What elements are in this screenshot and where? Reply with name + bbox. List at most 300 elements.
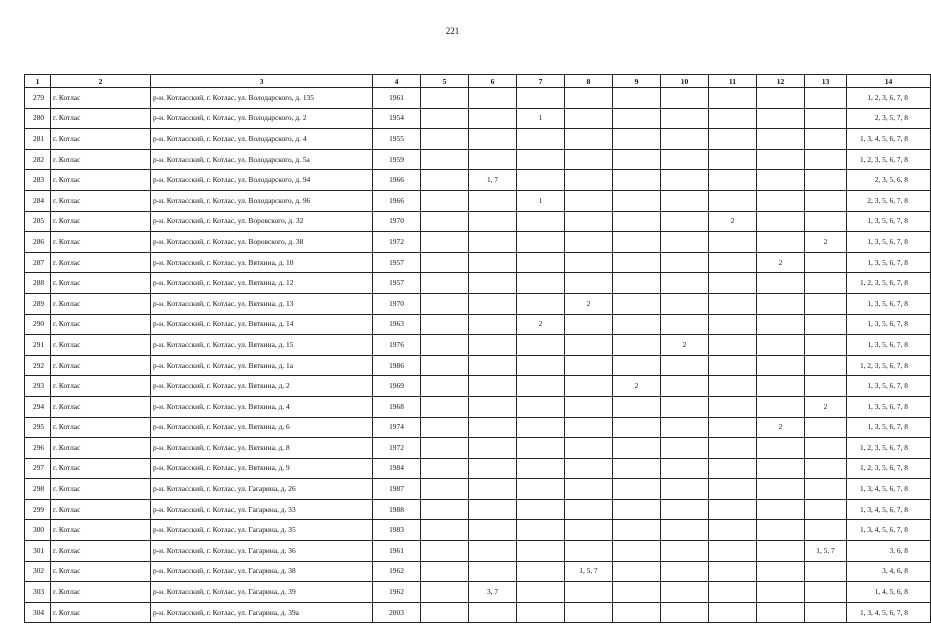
- cell-col-10: [661, 438, 709, 459]
- table-row: [25, 458, 931, 479]
- column-header-1: 1: [25, 75, 51, 88]
- cell-locality: г. Котлас: [51, 479, 151, 500]
- cell-col-12: [757, 149, 805, 170]
- cell-col-11: [709, 293, 757, 314]
- cell-col-10: [661, 273, 709, 294]
- cell-col-10: [661, 293, 709, 314]
- cell-col-11: [709, 149, 757, 170]
- cell-year: 1987: [373, 479, 421, 500]
- cell-row-number: 284: [25, 190, 51, 211]
- cell-col-13: [805, 520, 847, 541]
- cell-col-6: [469, 273, 517, 294]
- cell-col-11: [709, 170, 757, 191]
- cell-year: 1970: [373, 293, 421, 314]
- cell-row-number: 294: [25, 396, 51, 417]
- cell-col-9: [613, 438, 661, 459]
- cell-col-7: [517, 273, 565, 294]
- cell-col-5: [421, 252, 469, 273]
- cell-col-14: 1, 3, 5, 6, 7, 8: [847, 232, 931, 253]
- cell-col-13: [805, 293, 847, 314]
- cell-address: р-н. Котласский, г. Котлас, ул. Володарского, д. 4: [151, 129, 373, 150]
- cell-col-12: [757, 396, 805, 417]
- cell-col-13: [805, 561, 847, 582]
- cell-col-5: [421, 88, 469, 109]
- cell-col-12: [757, 376, 805, 397]
- cell-col-14: 1, 2, 3, 5, 6, 7, 8: [847, 355, 931, 376]
- cell-address: р-н. Котласский, г. Котлас, ул. Гагарина, д. 39: [151, 582, 373, 603]
- cell-col-14: 1, 3, 5, 6, 7, 8: [847, 417, 931, 438]
- table-row: [25, 376, 931, 397]
- cell-col-14: 1, 3, 5, 6, 7, 8: [847, 314, 931, 335]
- cell-col-7: [517, 376, 565, 397]
- cell-col-5: [421, 232, 469, 253]
- cell-col-12: [757, 438, 805, 459]
- cell-col-8: [565, 252, 613, 273]
- cell-col-12: [757, 129, 805, 150]
- cell-col-5: [421, 438, 469, 459]
- cell-col-14: 1, 3, 5, 6, 7, 8: [847, 396, 931, 417]
- cell-col-11: [709, 499, 757, 520]
- cell-col-9: [613, 479, 661, 500]
- cell-col-6: [469, 396, 517, 417]
- cell-col-7: [517, 438, 565, 459]
- cell-col-8: [565, 355, 613, 376]
- cell-col-14: 3, 4, 6, 8: [847, 561, 931, 582]
- cell-col-6: [469, 88, 517, 109]
- cell-col-6: [469, 376, 517, 397]
- cell-col-8: [565, 582, 613, 603]
- table-row: [25, 314, 931, 335]
- cell-col-12: [757, 479, 805, 500]
- cell-col-6: [469, 438, 517, 459]
- cell-col-10: [661, 479, 709, 500]
- column-header-7: 7: [517, 75, 565, 88]
- cell-col-14: 1, 3, 5, 6, 7, 8: [847, 335, 931, 356]
- cell-col-7: [517, 396, 565, 417]
- cell-col-11: [709, 190, 757, 211]
- cell-row-number: 279: [25, 88, 51, 109]
- cell-col-12: [757, 88, 805, 109]
- cell-locality: г. Котлас: [51, 499, 151, 520]
- cell-year: 1962: [373, 561, 421, 582]
- cell-address: р-н. Котласский, г. Котлас, ул. Вяткина, д. 2: [151, 376, 373, 397]
- cell-address: р-н. Котласский, г. Котлас, ул. Вяткина, д. 1а: [151, 355, 373, 376]
- cell-address: р-н. Котласский, г. Котлас, ул. Володарского, д. 96: [151, 190, 373, 211]
- cell-address: р-н. Котласский, г. Котлас, ул. Володарского, д. 2: [151, 108, 373, 129]
- table-row: [25, 499, 931, 520]
- cell-address: р-н. Котласский, г. Котлас, ул. Вяткина, д. 12: [151, 273, 373, 294]
- cell-col-8: [565, 335, 613, 356]
- cell-col-14: 1, 2, 3, 6, 7, 8: [847, 88, 931, 109]
- cell-col-11: [709, 479, 757, 500]
- cell-col-13: 2: [805, 232, 847, 253]
- table-row: [25, 602, 931, 623]
- cell-year: 1983: [373, 520, 421, 541]
- cell-col-11: [709, 376, 757, 397]
- cell-col-11: [709, 355, 757, 376]
- cell-row-number: 297: [25, 458, 51, 479]
- cell-address: р-н. Котласский, г. Котлас, ул. Вяткина, д. 13: [151, 293, 373, 314]
- cell-col-7: 1: [517, 108, 565, 129]
- cell-year: 1961: [373, 541, 421, 562]
- cell-col-6: [469, 561, 517, 582]
- cell-col-12: [757, 170, 805, 191]
- column-header-11: 11: [709, 75, 757, 88]
- cell-address: р-н. Котласский, г. Котлас, ул. Вяткина, д. 15: [151, 335, 373, 356]
- cell-col-14: 1, 3, 4, 5, 6, 7, 8: [847, 479, 931, 500]
- cell-col-8: [565, 499, 613, 520]
- cell-col-7: [517, 458, 565, 479]
- cell-row-number: 281: [25, 129, 51, 150]
- cell-col-7: [517, 602, 565, 623]
- cell-year: 1957: [373, 252, 421, 273]
- cell-year: 1974: [373, 417, 421, 438]
- cell-col-14: 1, 3, 5, 6, 7, 8: [847, 252, 931, 273]
- cell-col-8: 2: [565, 293, 613, 314]
- cell-year: 2003: [373, 602, 421, 623]
- cell-col-9: [613, 582, 661, 603]
- cell-locality: г. Котлас: [51, 561, 151, 582]
- table-row: [25, 520, 931, 541]
- cell-locality: г. Котлас: [51, 149, 151, 170]
- cell-col-12: [757, 211, 805, 232]
- cell-address: р-н. Котласский, г. Котлас, ул. Вяткина, д. 10: [151, 252, 373, 273]
- cell-col-10: [661, 582, 709, 603]
- cell-col-12: [757, 561, 805, 582]
- cell-col-10: [661, 108, 709, 129]
- cell-col-6: [469, 129, 517, 150]
- cell-col-8: [565, 520, 613, 541]
- cell-col-10: [661, 561, 709, 582]
- cell-year: 1984: [373, 458, 421, 479]
- cell-col-9: [613, 190, 661, 211]
- cell-col-8: [565, 541, 613, 562]
- cell-col-6: [469, 499, 517, 520]
- table-header: [25, 75, 931, 88]
- cell-col-6: [469, 458, 517, 479]
- column-header-13: 13: [805, 75, 847, 88]
- table-row: [25, 170, 931, 191]
- cell-col-10: [661, 252, 709, 273]
- cell-row-number: 298: [25, 479, 51, 500]
- cell-col-5: [421, 582, 469, 603]
- cell-col-11: [709, 438, 757, 459]
- cell-col-9: [613, 149, 661, 170]
- cell-row-number: 286: [25, 232, 51, 253]
- table-row: [25, 417, 931, 438]
- table-row: [25, 211, 931, 232]
- column-header-9: 9: [613, 75, 661, 88]
- cell-row-number: 299: [25, 499, 51, 520]
- cell-col-10: [661, 170, 709, 191]
- cell-locality: г. Котлас: [51, 190, 151, 211]
- cell-year: 1972: [373, 232, 421, 253]
- cell-col-14: 1, 3, 5, 6, 7, 8: [847, 376, 931, 397]
- table-row: [25, 582, 931, 603]
- cell-col-7: [517, 232, 565, 253]
- cell-year: 1969: [373, 376, 421, 397]
- cell-col-5: [421, 458, 469, 479]
- cell-col-13: 2: [805, 396, 847, 417]
- cell-col-6: [469, 479, 517, 500]
- cell-col-10: [661, 355, 709, 376]
- table-row: [25, 541, 931, 562]
- cell-col-13: [805, 438, 847, 459]
- cell-year: 1957: [373, 273, 421, 294]
- cell-col-14: 2, 3, 5, 6, 7, 8: [847, 190, 931, 211]
- cell-year: 1966: [373, 190, 421, 211]
- cell-year: 1963: [373, 314, 421, 335]
- cell-col-9: [613, 417, 661, 438]
- cell-locality: г. Котлас: [51, 252, 151, 273]
- cell-col-5: [421, 479, 469, 500]
- cell-col-12: [757, 293, 805, 314]
- cell-locality: г. Котлас: [51, 582, 151, 603]
- cell-address: р-н. Котласский, г. Котлас, ул. Воровского, д. 32: [151, 211, 373, 232]
- cell-col-8: [565, 479, 613, 500]
- cell-col-10: [661, 520, 709, 541]
- cell-col-9: [613, 541, 661, 562]
- cell-col-13: [805, 355, 847, 376]
- cell-col-5: [421, 602, 469, 623]
- cell-col-5: [421, 355, 469, 376]
- cell-col-10: [661, 88, 709, 109]
- cell-address: р-н. Котласский, г. Котлас, ул. Гагарина, д. 33: [151, 499, 373, 520]
- cell-address: р-н. Котласский, г. Котлас, ул. Володарского, д. 135: [151, 88, 373, 109]
- table-row: [25, 293, 931, 314]
- table-row: [25, 108, 931, 129]
- cell-address: р-н. Котласский, г. Котлас, ул. Гагарина, д. 38: [151, 561, 373, 582]
- cell-col-13: [805, 170, 847, 191]
- cell-row-number: 293: [25, 376, 51, 397]
- cell-locality: г. Котлас: [51, 602, 151, 623]
- cell-col-5: [421, 211, 469, 232]
- cell-col-6: [469, 293, 517, 314]
- cell-col-5: [421, 170, 469, 191]
- column-header-8: 8: [565, 75, 613, 88]
- cell-row-number: 295: [25, 417, 51, 438]
- column-header-5: 5: [421, 75, 469, 88]
- cell-col-7: [517, 479, 565, 500]
- cell-col-11: [709, 108, 757, 129]
- cell-col-8: 1, 5, 7: [565, 561, 613, 582]
- cell-col-11: [709, 273, 757, 294]
- cell-col-9: [613, 396, 661, 417]
- cell-col-5: [421, 541, 469, 562]
- column-header-6: 6: [469, 75, 517, 88]
- cell-col-7: [517, 541, 565, 562]
- cell-col-7: 2: [517, 314, 565, 335]
- column-header-3: 3: [151, 75, 373, 88]
- cell-year: 1966: [373, 170, 421, 191]
- cell-col-8: [565, 108, 613, 129]
- cell-col-12: [757, 602, 805, 623]
- cell-col-5: [421, 376, 469, 397]
- cell-col-9: [613, 520, 661, 541]
- cell-row-number: 292: [25, 355, 51, 376]
- cell-row-number: 290: [25, 314, 51, 335]
- table-row: [25, 232, 931, 253]
- cell-year: 1970: [373, 211, 421, 232]
- cell-col-8: [565, 417, 613, 438]
- cell-year: 1955: [373, 129, 421, 150]
- cell-year: 1962: [373, 582, 421, 603]
- cell-col-11: [709, 252, 757, 273]
- cell-row-number: 289: [25, 293, 51, 314]
- cell-col-9: [613, 211, 661, 232]
- cell-col-14: 1, 3, 4, 5, 6, 7, 8: [847, 520, 931, 541]
- cell-col-12: [757, 335, 805, 356]
- cell-col-10: [661, 602, 709, 623]
- cell-col-13: [805, 314, 847, 335]
- cell-locality: г. Котлас: [51, 88, 151, 109]
- cell-row-number: 296: [25, 438, 51, 459]
- cell-row-number: 304: [25, 602, 51, 623]
- cell-address: р-н. Котласский, г. Котлас, ул. Вяткина, д. 6: [151, 417, 373, 438]
- cell-col-11: 2: [709, 211, 757, 232]
- cell-col-12: [757, 314, 805, 335]
- cell-col-8: [565, 232, 613, 253]
- cell-col-12: [757, 541, 805, 562]
- cell-address: р-н. Котласский, г. Котлас, ул. Вяткина, д. 8: [151, 438, 373, 459]
- cell-col-13: [805, 335, 847, 356]
- cell-address: р-н. Котласский, г. Котлас, ул. Гагарина, д. 26: [151, 479, 373, 500]
- cell-col-11: [709, 396, 757, 417]
- cell-locality: г. Котлас: [51, 376, 151, 397]
- cell-col-6: [469, 211, 517, 232]
- cell-col-9: [613, 232, 661, 253]
- cell-col-5: [421, 396, 469, 417]
- cell-col-14: 1, 4, 5, 6, 8: [847, 582, 931, 603]
- table-row: [25, 149, 931, 170]
- cell-col-10: [661, 190, 709, 211]
- cell-col-9: [613, 355, 661, 376]
- cell-col-9: [613, 273, 661, 294]
- cell-col-6: [469, 252, 517, 273]
- column-header-2: 2: [51, 75, 151, 88]
- cell-col-14: 1, 3, 4, 5, 6, 7, 8: [847, 499, 931, 520]
- cell-address: р-н. Котласский, г. Котлас, ул. Вяткина, д. 4: [151, 396, 373, 417]
- cell-year: 1968: [373, 396, 421, 417]
- cell-col-6: [469, 355, 517, 376]
- table-row: [25, 88, 931, 109]
- cell-col-10: [661, 396, 709, 417]
- cell-col-7: [517, 561, 565, 582]
- cell-col-7: [517, 211, 565, 232]
- cell-col-8: [565, 190, 613, 211]
- cell-locality: г. Котлас: [51, 273, 151, 294]
- cell-col-9: 2: [613, 376, 661, 397]
- cell-year: 1986: [373, 355, 421, 376]
- cell-col-13: [805, 211, 847, 232]
- cell-col-9: [613, 314, 661, 335]
- cell-col-5: [421, 108, 469, 129]
- cell-locality: г. Котлас: [51, 396, 151, 417]
- cell-locality: г. Котлас: [51, 438, 151, 459]
- cell-col-10: [661, 541, 709, 562]
- cell-col-8: [565, 273, 613, 294]
- cell-col-7: [517, 499, 565, 520]
- cell-locality: г. Котлас: [51, 335, 151, 356]
- cell-col-14: 1, 3, 5, 6, 7, 8: [847, 211, 931, 232]
- cell-year: 1959: [373, 149, 421, 170]
- cell-col-5: [421, 273, 469, 294]
- cell-col-6: 1, 7: [469, 170, 517, 191]
- cell-col-11: [709, 520, 757, 541]
- cell-locality: г. Котлас: [51, 293, 151, 314]
- table-row: [25, 396, 931, 417]
- cell-col-7: [517, 293, 565, 314]
- cell-col-10: [661, 232, 709, 253]
- cell-col-10: [661, 314, 709, 335]
- column-header-10: 10: [661, 75, 709, 88]
- table-row: [25, 335, 931, 356]
- cell-address: р-н. Котласский, г. Котлас, ул. Володарского, д. 5а: [151, 149, 373, 170]
- cell-address: р-н. Котласский, г. Котлас, ул. Воровского, д. 38: [151, 232, 373, 253]
- cell-col-5: [421, 129, 469, 150]
- cell-col-9: [613, 108, 661, 129]
- cell-row-number: 291: [25, 335, 51, 356]
- cell-col-12: [757, 190, 805, 211]
- cell-address: р-н. Котласский, г. Котлас, ул. Вяткина, д. 9: [151, 458, 373, 479]
- cell-col-13: [805, 417, 847, 438]
- cell-col-12: [757, 273, 805, 294]
- cell-row-number: 301: [25, 541, 51, 562]
- cell-col-13: [805, 273, 847, 294]
- cell-col-12: [757, 108, 805, 129]
- cell-row-number: 303: [25, 582, 51, 603]
- table-row: [25, 438, 931, 459]
- cell-col-13: [805, 376, 847, 397]
- cell-col-6: [469, 335, 517, 356]
- cell-col-9: [613, 293, 661, 314]
- cell-col-5: [421, 499, 469, 520]
- cell-col-14: 1, 2, 3, 5, 6, 7, 8: [847, 273, 931, 294]
- cell-col-14: 2, 3, 5, 7, 8: [847, 108, 931, 129]
- cell-col-8: [565, 458, 613, 479]
- cell-row-number: 285: [25, 211, 51, 232]
- cell-col-13: [805, 88, 847, 109]
- cell-col-9: [613, 129, 661, 150]
- cell-col-12: [757, 520, 805, 541]
- cell-year: 1976: [373, 335, 421, 356]
- cell-address: р-н. Котласский, г. Котлас, ул. Гагарина, д. 35: [151, 520, 373, 541]
- cell-col-7: [517, 129, 565, 150]
- table-row: [25, 561, 931, 582]
- cell-col-7: 1: [517, 190, 565, 211]
- cell-col-11: [709, 129, 757, 150]
- cell-col-9: [613, 602, 661, 623]
- cell-col-14: 1, 3, 5, 6, 7, 8: [847, 293, 931, 314]
- cell-col-8: [565, 314, 613, 335]
- cell-col-7: [517, 252, 565, 273]
- cell-col-13: [805, 458, 847, 479]
- cell-col-8: [565, 129, 613, 150]
- cell-locality: г. Котлас: [51, 232, 151, 253]
- cell-col-8: [565, 396, 613, 417]
- cell-locality: г. Котлас: [51, 541, 151, 562]
- cell-col-10: [661, 149, 709, 170]
- cell-col-9: [613, 88, 661, 109]
- cell-col-14: 1, 3, 4, 5, 6, 7, 8: [847, 602, 931, 623]
- cell-col-5: [421, 314, 469, 335]
- cell-col-9: [613, 170, 661, 191]
- cell-col-8: [565, 149, 613, 170]
- cell-col-9: [613, 561, 661, 582]
- cell-col-6: 3, 7: [469, 582, 517, 603]
- table-row: [25, 190, 931, 211]
- cell-col-12: [757, 232, 805, 253]
